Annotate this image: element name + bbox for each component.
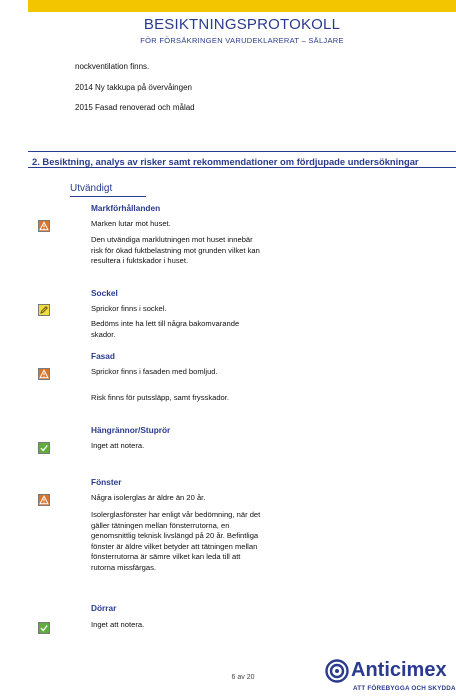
item-paragraph: Den utvändiga marklutningen mot huset innebär risk för ökad fuktbelastning mot grunden vilket kan resultera i fuktskador i huset. [91, 235, 260, 266]
section-rule-top [28, 151, 456, 152]
item-paragraph: Sprickor finns i sockel. [91, 304, 167, 313]
logo-tagline: ATT FÖREBYGGA OCH SKYDDA [353, 685, 456, 692]
item-title-markforhallanden: Markförhållanden [91, 203, 161, 213]
warning-icon [38, 220, 50, 232]
item-title-sockel: Sockel [91, 288, 118, 298]
intro-line: nockventilation finns. [75, 62, 150, 71]
page-number: 6 av 20 [231, 674, 255, 681]
item-paragraph: Marken lutar mot huset. [91, 219, 171, 228]
item-paragraph: Inget att notera. [91, 441, 145, 450]
item-title-hangrannor-stupror: Hängrännor/Stuprör [91, 425, 171, 435]
document-title: BESIKTNINGSPROTOKOLL [143, 16, 341, 33]
item-paragraph: Sprickor finns i fasaden med bomljud. [91, 367, 218, 376]
check-icon [38, 442, 50, 454]
item-paragraph: Isolerglasfönster har enligt vår bedömning, när det gäller tätningen mellan fönsterrutorna, en genomsnittlig teknisk livslängd på 20 år. Befintliga fönster är äldre vilket betyder att tätningen mellan fönsterrutorna är sämre vilket kan leda till att rutorna missfärgas. [91, 510, 261, 572]
warning-icon [38, 494, 50, 506]
warning-icon [38, 368, 50, 380]
section-rule-bottom [28, 167, 456, 168]
note-icon [38, 304, 50, 316]
item-paragraph: Risk finns för putssläpp, samt frysskador. [91, 393, 230, 402]
item-paragraph: Inget att notera. [91, 620, 145, 629]
subsection-heading: Utvändigt [70, 183, 113, 194]
logo-text: Anticimex [351, 659, 447, 681]
item-title-fasad: Fasad [91, 351, 115, 361]
top-accent-bar [28, 0, 456, 12]
intro-line: 2015 Fasad renoverad och målad [75, 103, 195, 112]
item-paragraph: Några isolerglas är äldre än 20 år. [91, 493, 206, 502]
check-icon [38, 622, 50, 634]
document-subtitle: FÖR FÖRSÄKRINGEN VARUDEKLARERAT – SÄLJARE [140, 36, 344, 45]
item-paragraph: Bedöms inte ha lett till några bakomvarande skador. [91, 319, 240, 339]
section-heading: 2. Besiktning, analys av risker samt rekommendationer om fördjupade undersökningar [32, 156, 419, 167]
item-title-dorrar: Dörrar [91, 603, 117, 613]
item-title-fonster: Fönster [91, 477, 122, 487]
anticimex-logo-icon [325, 659, 349, 683]
intro-line: 2014 Ny takkupa på övervåingen [75, 83, 192, 92]
subsection-rule [70, 196, 146, 197]
